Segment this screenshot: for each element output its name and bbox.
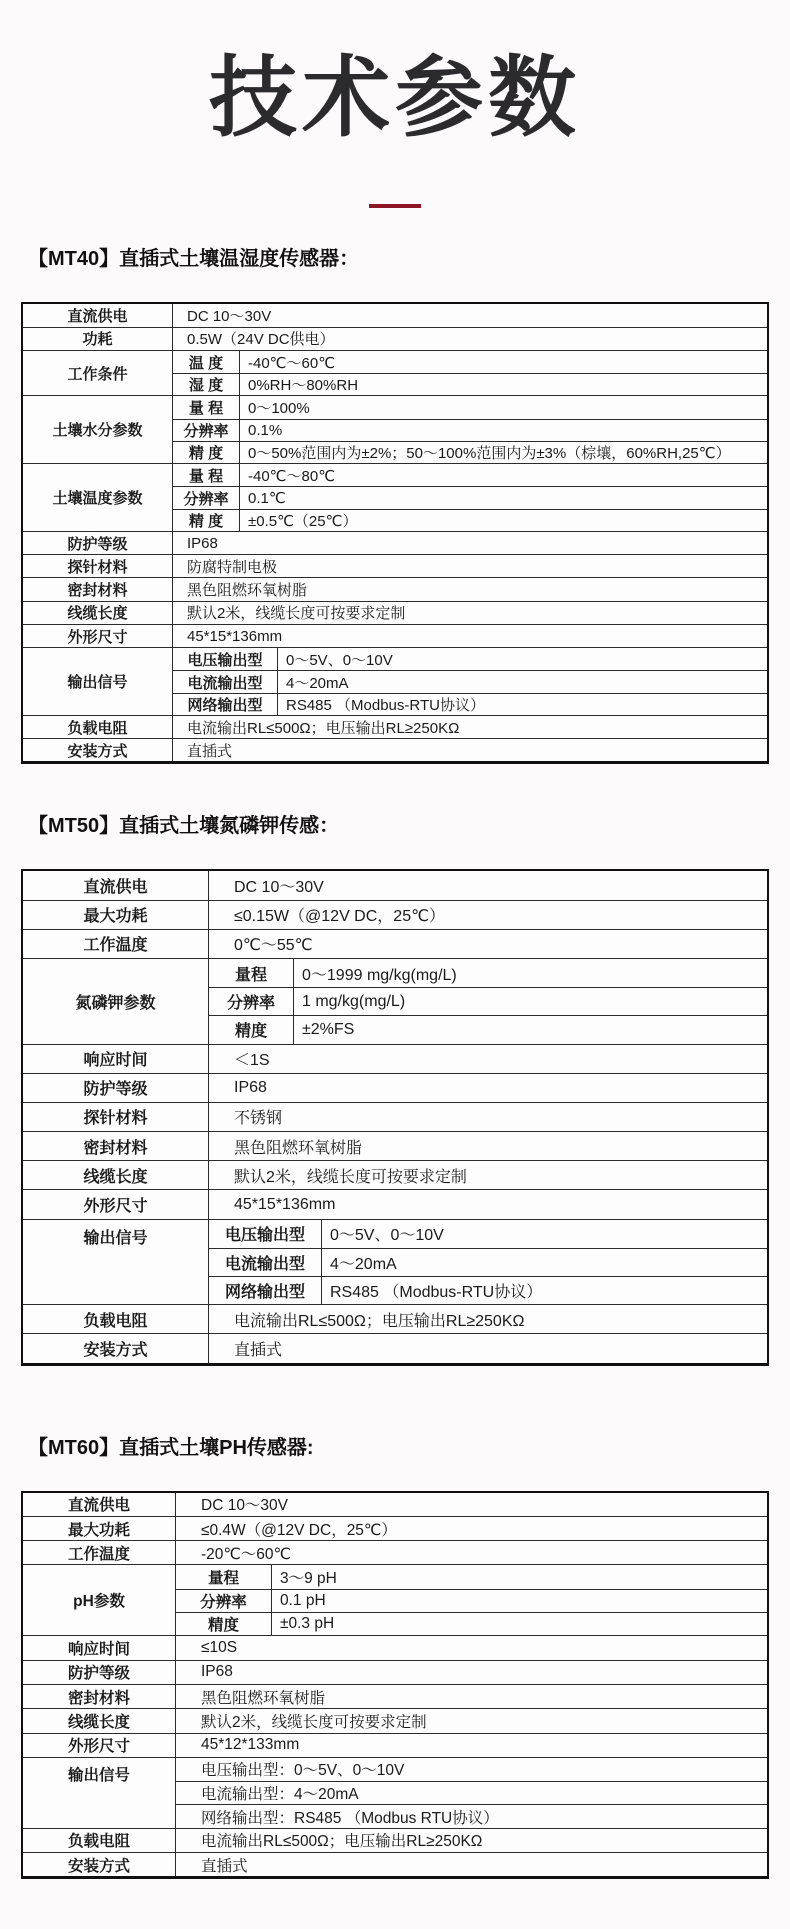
table-row [173,625,767,647]
spec-row-group [23,1660,767,1684]
spec-label-cell: 响应时间 [23,1636,176,1659]
spec-table-mt40 [21,302,769,764]
spec-label-cell: 外形尺寸 [23,1734,176,1757]
spec-row-group [23,715,767,738]
spec-value-cell: 45*15*136mm [187,627,283,645]
table-row [173,739,767,761]
spec-label-cell: 密封材料 [23,1685,176,1708]
table-row [176,1853,767,1876]
spec-value-cell: DC 10～30V [201,1497,289,1515]
spec-value-cell: 网络输出型：RS485 （Modbus RTU协议） [201,1809,499,1827]
spec-row-group [23,554,767,577]
spec-row-group [23,1540,767,1564]
spec-value-cell: 直插式 [234,1341,283,1359]
spec-label-cell: 防护等级 [23,532,173,554]
spec-label-cell: 直流供电 [23,304,173,326]
spec-row-group [23,463,767,531]
table-row [176,1781,767,1804]
section-heading-mt40: 【MT40】直插式土壤温湿度传感器： [28,248,360,271]
section-heading-mt60: 【MT60】直插式土壤PH传感器: [28,1436,314,1459]
spec-value-cell: 0.1℃ [248,490,286,508]
spec-row-group [23,601,767,624]
spec-value-cell: ±0.3 pH [280,1615,335,1633]
table-row [209,1190,767,1218]
spec-subtype-cell: 分辨率 [176,1590,272,1612]
spec-value-cell: 0.1 pH [280,1591,326,1609]
table-row [173,328,767,350]
spec-row-group [23,1304,767,1333]
table-row [173,602,767,624]
spec-value-cell: RS485 （Modbus-RTU协议） [286,696,485,714]
spec-value-cell: 0～1999 mg/kg(mg/L) [302,966,457,984]
table-row [173,578,767,600]
spec-subtype-cell: 电流输出型 [173,671,278,692]
spec-row-group [23,1102,767,1131]
spec-table-mt50 [21,869,769,1365]
table-row [209,1132,767,1160]
spec-label-cell: 密封材料 [23,578,173,600]
table-row [173,509,767,531]
spec-value-cell: -40℃～80℃ [248,467,336,485]
spec-value-cell: 电流输出RL≤500Ω；电压输出RL≥250KΩ [201,1833,483,1851]
spec-value-cell: 电压输出型：0～5V、0～10V [201,1762,405,1780]
spec-subtype-cell: 分辨率 [209,988,294,1015]
spec-label-cell: 外形尺寸 [23,1190,209,1218]
spec-value-cell: 0%RH～80%RH [248,377,359,395]
table-row [209,930,767,958]
spec-label-cell: 负载电阻 [23,1829,176,1852]
table-row [173,304,767,326]
spec-value-cell: 电流输出RL≤500Ω；电压输出RL≥250KΩ [234,1312,525,1330]
spec-subtype-cell: 温 度 [173,351,240,373]
spec-value-cell: 默认2米，线缆长度可按要求定制 [234,1168,467,1186]
spec-subtype-cell: 网络输出型 [173,694,278,715]
table-row [173,351,767,373]
table-row [176,1685,767,1708]
spec-label-cell: 工作温度 [23,930,209,958]
spec-row-group [23,647,767,715]
table-row [176,1758,767,1781]
spec-value-cell: 不锈钢 [234,1110,283,1128]
table-row [176,1636,767,1659]
table-row [173,532,767,554]
spec-value-cell: DC 10～30V [234,878,324,896]
spec-label-cell: 土壤水分参数 [23,396,173,463]
spec-value-cell: ≤0.15W（@12V DC，25℃） [234,908,446,926]
table-row [173,716,767,738]
table-row [209,1248,767,1276]
table-row [209,1074,767,1102]
table-row [173,670,767,692]
spec-subtype-cell: 电压输出型 [173,648,278,670]
spec-label-cell: 线缆长度 [23,1709,176,1732]
table-row [173,693,767,715]
spec-row-group [23,1828,767,1852]
spec-value-cell: ＜1S [234,1052,270,1070]
spec-label-cell: 输出信号 [23,1758,176,1828]
table-row [173,373,767,395]
spec-label-cell: 工作条件 [23,351,173,396]
spec-value-cell: ±0.5℃（25℃） [248,512,358,530]
table-row [176,1565,767,1588]
spec-value-cell: 45*12*133mm [201,1736,300,1754]
table-row [209,1103,767,1131]
table-row [173,419,767,441]
spec-row-group [23,1684,767,1708]
spec-row-group [23,1333,767,1362]
table-row [176,1612,767,1635]
spec-value-cell: 电流输出型：4～20mA [201,1786,359,1804]
spec-row-group [23,327,767,350]
spec-subtype-cell: 量 程 [173,464,240,486]
spec-label-cell: 响应时间 [23,1045,209,1073]
table-row [173,396,767,418]
table-row [173,555,767,577]
spec-label-cell: 探针材料 [23,555,173,577]
table-row [209,1015,767,1043]
spec-label-cell: 直流供电 [23,871,209,899]
spec-value-cell: ±2%FS [302,1020,355,1038]
spec-subtype-cell: 量程 [209,959,294,987]
spec-label-cell: 最大功耗 [23,1517,176,1540]
spec-value-cell: 防腐特制电极 [187,558,278,576]
spec-label-cell: 密封材料 [23,1132,209,1160]
spec-value-cell: 1 mg/kg(mg/L) [302,992,406,1010]
spec-subtype-cell: 分辨率 [173,487,240,508]
spec-subtype-cell: 分辨率 [173,420,240,441]
table-row [209,871,767,899]
spec-value-cell: IP68 [201,1663,233,1681]
spec-label-cell: 直流供电 [23,1493,176,1516]
spec-row-group [23,1635,767,1659]
table-row [173,648,767,670]
spec-value-cell: 0.1% [248,421,283,439]
table-row [176,1804,767,1827]
spec-row-group [23,1757,767,1828]
spec-value-cell: 直插式 [201,1857,248,1875]
spec-value-cell: IP68 [234,1078,267,1096]
spec-value-cell: 默认2米，线缆长度可按要求定制 [201,1713,427,1731]
spec-label-cell: 负载电阻 [23,1305,209,1333]
spec-value-cell: RS485 （Modbus-RTU协议） [330,1284,543,1302]
spec-subtype-cell: 精度 [176,1613,272,1635]
spec-row-group [23,871,767,899]
spec-value-cell: 0～100% [248,400,310,418]
title-underline-accent [369,204,421,208]
table-row [209,959,767,987]
table-row [176,1661,767,1684]
spec-row-group [23,1044,767,1073]
spec-value-cell: 0～50%范围内为±2%；50～100%范围内为±3%（棕壤，60%RH,25℃） [248,445,731,463]
table-row [176,1589,767,1612]
spec-value-cell: 0.5W（24V DC供电） [187,331,335,349]
spec-row-group [23,1852,767,1876]
spec-subtype-cell: 量程 [176,1565,272,1588]
spec-row-group [23,1189,767,1218]
spec-subtype-cell: 精 度 [173,510,240,531]
spec-subtype-cell: 湿 度 [173,374,240,395]
spec-row-group [23,1516,767,1540]
spec-label-cell: 线缆长度 [23,602,173,624]
spec-row-group [23,929,767,958]
table-row [176,1709,767,1732]
spec-row-group [23,1160,767,1189]
bottom-whitespace [0,1879,790,1929]
spec-label-cell: 输出信号 [23,648,173,715]
spec-row-group [23,1493,767,1516]
spec-subtype-cell: 量 程 [173,396,240,418]
spec-label-cell: pH参数 [23,1565,176,1635]
spec-value-cell: 0～5V、0～10V [286,651,393,669]
spec-row-group [23,1708,767,1732]
spec-label-cell: 防护等级 [23,1661,176,1684]
spec-label-cell: 防护等级 [23,1074,209,1102]
spec-row-group [23,304,767,326]
spec-value-cell: 0℃～55℃ [234,937,313,955]
spec-row-group [23,531,767,554]
spec-value-cell: 黑色阻燃环氧树脂 [234,1139,363,1157]
spec-label-cell: 功耗 [23,328,173,350]
spec-subtype-cell: 网络输出型 [209,1277,322,1304]
spec-row-group [23,624,767,647]
spec-value-cell: 45*15*136mm [234,1195,336,1213]
table-row [176,1734,767,1757]
table-row [209,901,767,929]
spec-row-group [23,1219,767,1305]
table-row [209,1161,767,1189]
spec-row-group [23,738,767,761]
table-row [209,987,767,1015]
table-row [209,1276,767,1304]
spec-value-cell: 直插式 [187,742,233,760]
spec-value-cell: 4～20mA [286,674,349,692]
spec-row-group [23,1733,767,1757]
spec-value-cell: 0～5V、0～10V [330,1227,444,1245]
spec-label-cell: 线缆长度 [23,1161,209,1189]
spec-value-cell: 4～20mA [330,1255,397,1273]
spec-label-cell: 安装方式 [23,739,173,761]
spec-value-cell: 黑色阻燃环氧树脂 [201,1689,326,1707]
spec-value-cell: ≤0.4W（@12V DC，25℃） [201,1521,397,1539]
spec-label-cell: 外形尺寸 [23,625,173,647]
spec-label-cell: 探针材料 [23,1103,209,1131]
spec-value-cell: 电流输出RL≤500Ω；电压输出RL≥250KΩ [187,719,460,737]
spec-label-cell: 安装方式 [23,1853,176,1876]
spec-row-group [23,1073,767,1102]
table-row [176,1493,767,1516]
spec-row-group [23,577,767,600]
table-row [209,1334,767,1362]
spec-value-cell: 黑色阻燃环氧树脂 [187,582,308,600]
spec-label-cell: 氮磷钾参数 [23,959,209,1044]
spec-label-cell: 最大功耗 [23,901,209,929]
page-title: 技术参数 [208,48,581,147]
table-row [209,1305,767,1333]
spec-label-cell: 土壤温度参数 [23,464,173,531]
spec-row-group [23,958,767,1044]
spec-value-cell: 3～9 pH [280,1570,337,1588]
spec-row-group [23,1131,767,1160]
spec-table-mt60 [21,1491,769,1880]
table-row [176,1829,767,1852]
spec-label-cell: 输出信号 [23,1220,209,1305]
spec-value-cell: -20℃～60℃ [201,1545,291,1563]
spec-subtype-cell: 精 度 [173,442,240,463]
table-row [173,464,767,486]
table-row [176,1517,767,1540]
section-heading-mt50: 【MT50】直插式土壤氮磷钾传感： [28,815,340,838]
spec-label-cell: 负载电阻 [23,716,173,738]
spec-subtype-cell: 电流输出型 [209,1249,322,1276]
spec-value-cell: IP68 [187,534,218,552]
spec-value-cell: DC 10～30V [187,308,272,326]
spec-subtype-cell: 精度 [209,1016,294,1043]
table-row [176,1541,767,1564]
spec-value-cell: -40℃～60℃ [248,354,336,372]
table-row [209,1045,767,1073]
table-row [173,441,767,463]
spec-value-cell: ≤10S [201,1639,238,1656]
spec-row-group [23,900,767,929]
spec-label-cell: 工作温度 [23,1541,176,1564]
table-row [209,1220,767,1248]
spec-value-cell: 默认2米，线缆长度可按要求定制 [187,605,406,623]
spec-row-group [23,350,767,396]
spec-label-cell: 安装方式 [23,1334,209,1362]
table-row [173,486,767,508]
spec-row-group [23,395,767,463]
spec-row-group [23,1564,767,1635]
spec-subtype-cell: 电压输出型 [209,1220,322,1248]
